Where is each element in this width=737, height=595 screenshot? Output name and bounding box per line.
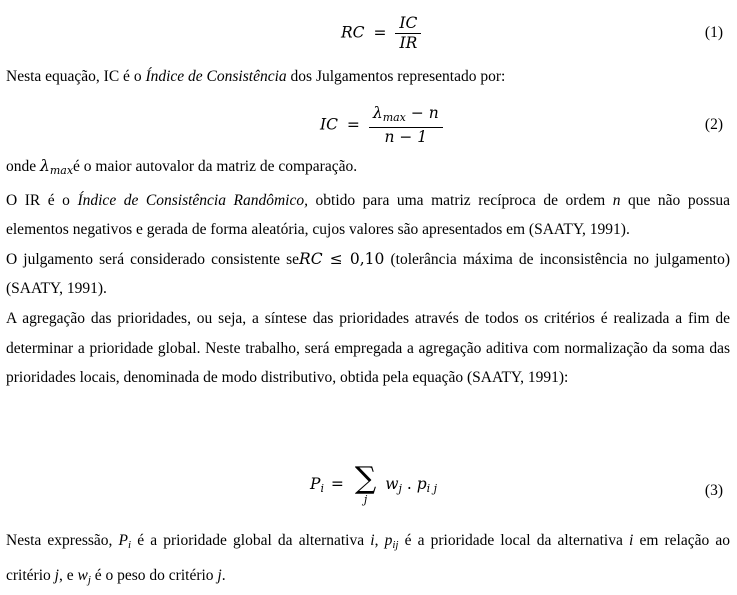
p4-math-rc: RC	[299, 249, 323, 268]
p6-i: i	[370, 532, 375, 549]
eq2-numerator	[369, 104, 443, 128]
p6-pij-base: p	[384, 532, 393, 549]
eq1-equals: =	[373, 23, 387, 42]
p3-text-c: que não possua elementos negativos e gerada de forma aleatória, cujos valores são apresentados em (SAATY, 1991).	[6, 191, 731, 239]
equation-3-body	[310, 461, 438, 506]
paragraph-6	[6, 526, 730, 595]
p6-text-f: , e	[58, 566, 78, 584]
eq2-denominator: n − 1	[384, 128, 428, 146]
p6-pij	[385, 532, 399, 549]
p3-text-a: O IR é o	[6, 191, 78, 209]
p2-lambda-max	[40, 157, 73, 175]
p1-text-b: dos Julgamentos representado por:	[286, 68, 506, 85]
p2-text-b: é o maior autovalor da matriz de comparação.	[73, 158, 358, 175]
eq3-summation	[354, 461, 377, 506]
p2-lambda: λ	[40, 157, 50, 175]
paragraph-1	[6, 62, 730, 92]
p6-wj-base: w	[77, 566, 88, 584]
eq3-w-sub: j	[398, 482, 402, 495]
eq1-denominator: IR	[399, 34, 418, 52]
p6-text-h: .	[221, 566, 226, 584]
eq3-equals: =	[330, 475, 344, 493]
paragraph-3	[6, 186, 730, 245]
p6-j: j	[54, 566, 59, 584]
eq3-lhs-base: P	[310, 475, 321, 493]
body-text-block	[6, 152, 730, 393]
eq3-number: (3)	[704, 482, 723, 499]
p4-math-threshold: ≤ 0,10	[322, 249, 385, 268]
p6-text-a: Nesta expressão,	[6, 532, 119, 549]
eq3-sigma: ∑	[354, 461, 377, 496]
paragraph-4	[6, 245, 730, 304]
equation-3	[0, 460, 737, 520]
eq3-w: w	[385, 475, 399, 493]
p6-Pi-sub: i	[128, 539, 132, 551]
p1-emphasis: Índice de Consistência	[145, 68, 287, 85]
eq2-lhs: IC	[320, 115, 338, 134]
eq3-lhs-sub: i	[320, 482, 324, 495]
eq3-p: p	[416, 475, 427, 493]
paragraph-2	[6, 152, 730, 186]
eq1-fraction	[395, 14, 421, 53]
p6-pij-sub: ij	[392, 539, 399, 551]
p3-text-b: obtido para uma matriz recíproca de ordem	[307, 191, 613, 209]
p1-text-a: Nesta equação, IC é o	[6, 68, 146, 85]
eq3-lhs	[310, 475, 324, 493]
p6-j2: j	[217, 566, 222, 584]
p6-text-c: ,	[374, 532, 385, 549]
eq2-numerator-rest: − n	[405, 104, 439, 122]
eq1-numerator: IC	[395, 14, 421, 34]
eq3-term-p	[417, 475, 437, 493]
p6-i2: i	[629, 532, 634, 549]
p6-Pi-base: P	[118, 532, 129, 549]
p3-n: n	[612, 191, 621, 209]
eq3-sum-index: j	[363, 493, 368, 506]
eq2-fraction	[369, 104, 443, 147]
eq1-number: (1)	[704, 24, 723, 41]
equation-1-body	[341, 14, 421, 53]
equation-2-body	[320, 104, 443, 147]
eq2-number: (2)	[704, 116, 723, 133]
p2-text-a: onde	[6, 158, 41, 175]
eq3-p-sub: i j	[426, 482, 438, 495]
p4-text-a: O julgamento será considerado consistente se	[6, 250, 300, 268]
eq2-lambda-sub: max	[382, 111, 406, 124]
p6-wj	[77, 567, 90, 584]
p4-text-b: (tolerância máxima de inconsistência no julgamento) (SAATY, 1991).	[6, 250, 730, 298]
p6-wj-sub: j	[87, 573, 91, 586]
p6-text-b: é a prioridade global da alternativa	[131, 532, 371, 549]
equation-1	[0, 8, 737, 56]
p6-text-e: em relação ao critério	[6, 532, 731, 584]
eq1-lhs: RC	[341, 23, 365, 42]
equation-2	[0, 98, 737, 150]
p2-lambda-sub: max	[49, 164, 74, 177]
eq3-dot: .	[401, 475, 417, 493]
p6-text-d: é a prioridade local da alternativa	[398, 532, 629, 549]
p3-emphasis: Índice de Consistência Randômico,	[77, 191, 308, 209]
eq3-term-w	[385, 475, 402, 493]
p6-Pi	[119, 532, 132, 549]
eq2-equals: =	[346, 115, 360, 134]
p6-text-g: é o peso do critério	[90, 566, 218, 584]
paragraph-5: A agregação das prioridades, ou seja, a síntese das prioridades através de todos os critérios é realizada a fim de determinar a prioridade global. Neste trabalho, será empregada a agregação aditiva com normalização da soma das prioridades locais, denominada de modo distributivo, obtida pela equação (SAATY, 1991):	[6, 309, 730, 387]
eq2-lambda: λ	[372, 104, 383, 122]
